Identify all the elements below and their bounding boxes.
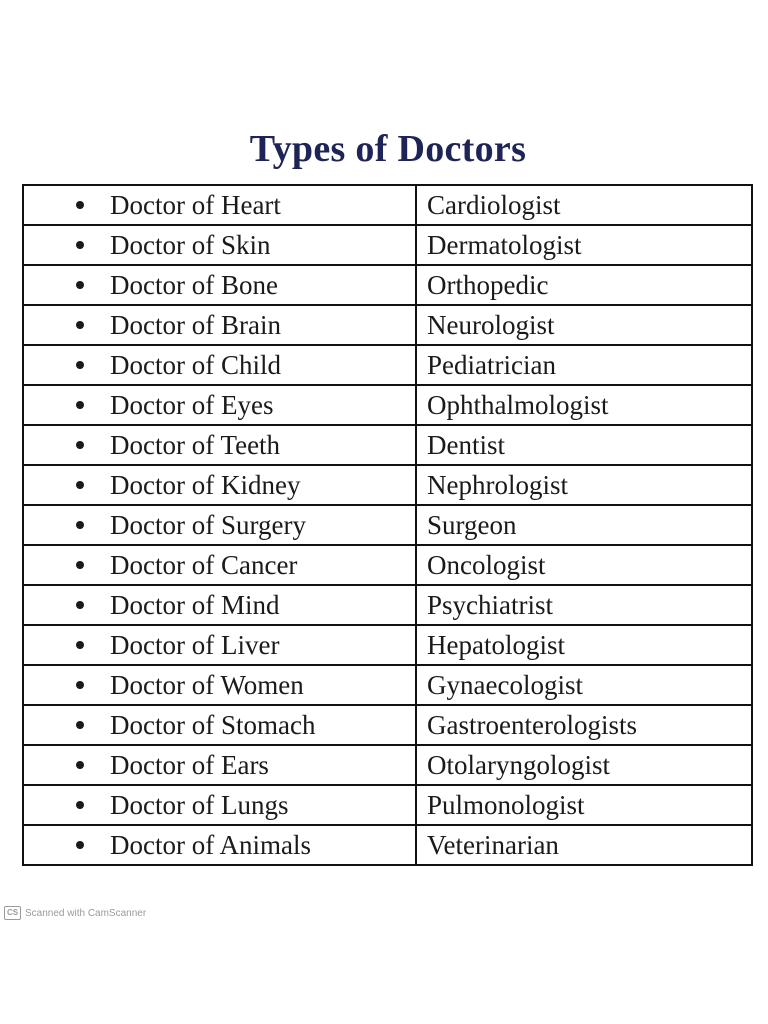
bullet-icon — [76, 241, 84, 249]
doctor-cell — [23, 545, 416, 585]
specialist-cell: Pediatrician — [416, 345, 752, 385]
bullet-icon — [76, 721, 84, 729]
doctor-label: Doctor of Liver — [110, 630, 280, 660]
doctor-cell — [23, 305, 416, 345]
doctors-table — [22, 184, 753, 866]
scanner-watermark — [4, 906, 146, 920]
specialist-cell: Surgeon — [416, 505, 752, 545]
doctor-label: Doctor of Stomach — [110, 710, 316, 740]
table-row — [23, 185, 752, 225]
doctor-cell — [23, 825, 416, 865]
specialist-cell: Hepatologist — [416, 625, 752, 665]
bullet-icon — [76, 561, 84, 569]
bullet-icon — [76, 401, 84, 409]
table-row — [23, 545, 752, 585]
table-row — [23, 465, 752, 505]
doctor-cell — [23, 625, 416, 665]
doctors-table-body — [23, 185, 752, 865]
doctor-label: Doctor of Brain — [110, 310, 281, 340]
doctor-cell — [23, 585, 416, 625]
bullet-icon — [76, 681, 84, 689]
doctor-cell — [23, 465, 416, 505]
scanner-text: Scanned with CamScanner — [25, 907, 147, 919]
doctor-cell — [23, 665, 416, 705]
doctor-label: Doctor of Lungs — [110, 790, 289, 820]
specialist-cell: Otolaryngologist — [416, 745, 752, 785]
doctor-label: Doctor of Child — [110, 350, 281, 380]
table-row — [23, 505, 752, 545]
doctor-label: Doctor of Women — [110, 670, 304, 700]
doctor-cell — [23, 505, 416, 545]
doctor-cell — [23, 265, 416, 305]
doctor-cell — [23, 225, 416, 265]
doctor-label: Doctor of Cancer — [110, 550, 298, 580]
doctor-label: Doctor of Mind — [110, 590, 280, 620]
specialist-cell: Cardiologist — [416, 185, 752, 225]
specialist-cell: Oncologist — [416, 545, 752, 585]
table-row — [23, 745, 752, 785]
specialist-cell: Orthopedic — [416, 265, 752, 305]
table-row — [23, 585, 752, 625]
doctor-label: Doctor of Teeth — [110, 430, 281, 460]
bullet-icon — [76, 641, 84, 649]
doctor-label: Doctor of Bone — [110, 270, 278, 300]
table-row — [23, 785, 752, 825]
specialist-cell: Veterinarian — [416, 825, 752, 865]
doctor-cell — [23, 745, 416, 785]
specialist-cell: Nephrologist — [416, 465, 752, 505]
table-row — [23, 225, 752, 265]
table-row — [23, 265, 752, 305]
table-row — [23, 665, 752, 705]
doctor-label: Doctor of Skin — [110, 230, 271, 260]
doctor-cell — [23, 785, 416, 825]
doctor-label: Doctor of Eyes — [110, 390, 274, 420]
table-row — [23, 825, 752, 865]
bullet-icon — [76, 481, 84, 489]
doctor-cell — [23, 345, 416, 385]
bullet-icon — [76, 601, 84, 609]
doctor-cell — [23, 425, 416, 465]
table-row — [23, 385, 752, 425]
bullet-icon — [76, 761, 84, 769]
specialist-cell: Gastroenterologists — [416, 705, 752, 745]
doctor-cell — [23, 705, 416, 745]
specialist-cell: Psychiatrist — [416, 585, 752, 625]
doctor-label: Doctor of Ears — [110, 750, 269, 780]
bullet-icon — [76, 841, 84, 849]
bullet-icon — [76, 801, 84, 809]
bullet-icon — [76, 321, 84, 329]
specialist-cell: Dentist — [416, 425, 752, 465]
doctor-label: Doctor of Heart — [110, 190, 281, 220]
camscanner-logo-icon: CS — [4, 906, 21, 920]
bullet-icon — [76, 441, 84, 449]
doctor-label: Doctor of Surgery — [110, 510, 306, 540]
specialist-cell: Dermatologist — [416, 225, 752, 265]
specialist-cell: Gynaecologist — [416, 665, 752, 705]
table-row — [23, 305, 752, 345]
bullet-icon — [76, 281, 84, 289]
page-title: Types of Doctors — [249, 128, 527, 170]
table-row — [23, 625, 752, 665]
specialist-cell: Pulmonologist — [416, 785, 752, 825]
bullet-icon — [76, 521, 84, 529]
bullet-icon — [76, 361, 84, 369]
specialist-cell: Neurologist — [416, 305, 752, 345]
doctor-cell — [23, 385, 416, 425]
doctor-label: Doctor of Animals — [110, 830, 311, 860]
table-row — [23, 345, 752, 385]
bullet-icon — [76, 201, 84, 209]
doctor-cell — [23, 185, 416, 225]
doctor-label: Doctor of Kidney — [110, 470, 301, 500]
table-row — [23, 705, 752, 745]
specialist-cell: Ophthalmologist — [416, 385, 752, 425]
table-row — [23, 425, 752, 465]
